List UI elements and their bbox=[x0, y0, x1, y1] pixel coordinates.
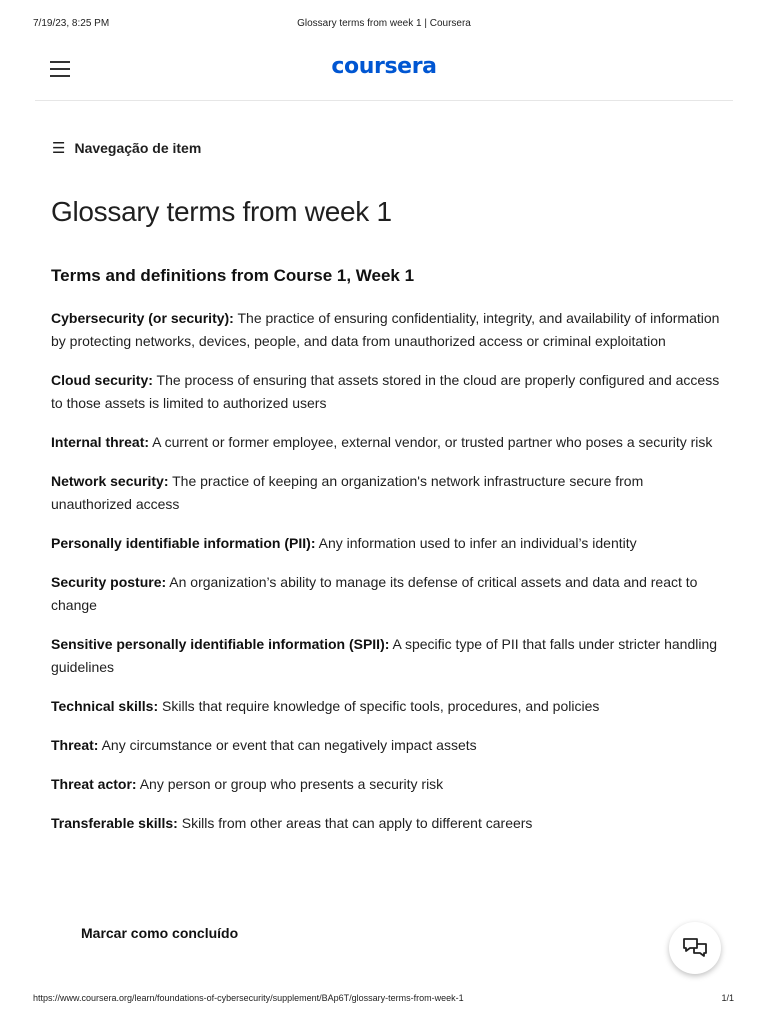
print-date: 7/19/23, 8:25 PM bbox=[33, 18, 110, 29]
term-definition: A current or former employee, external vendor, or trusted partner who poses a security risk bbox=[152, 434, 713, 450]
section-heading: Terms and definitions from Course 1, Week 1 bbox=[51, 266, 415, 285]
glossary-entry bbox=[51, 369, 721, 415]
term-definition: The practice of keeping an organization's network infrastructure secure from unauthorized access bbox=[51, 473, 644, 512]
term-name: Sensitive personally identifiable information (SPII): bbox=[51, 636, 390, 652]
list-icon: ☰ bbox=[52, 139, 66, 157]
term-name: Threat: bbox=[51, 737, 99, 753]
page-title: Glossary terms from week 1 bbox=[51, 196, 392, 227]
glossary-entry bbox=[51, 695, 721, 718]
term-name: Cybersecurity (or security): bbox=[51, 310, 234, 326]
chat-bubbles-icon bbox=[681, 934, 709, 962]
glossary-list bbox=[51, 307, 721, 851]
term-name: Personally identifiable information (PII): bbox=[51, 535, 316, 551]
glossary-entry bbox=[51, 532, 721, 555]
glossary-entry bbox=[51, 431, 721, 454]
print-footer bbox=[0, 992, 768, 1006]
term-definition: Any person or group who presents a security risk bbox=[139, 776, 444, 792]
term-definition: Skills from other areas that can apply to different careers bbox=[181, 815, 533, 831]
term-name: Cloud security: bbox=[51, 372, 153, 388]
term-name: Security posture: bbox=[51, 574, 167, 590]
glossary-entry bbox=[51, 307, 721, 353]
term-name: Threat actor: bbox=[51, 776, 137, 792]
glossary-entry bbox=[51, 470, 721, 516]
top-navigation-bar bbox=[35, 46, 733, 101]
term-definition: Any circumstance or event that can negatively impact assets bbox=[101, 737, 477, 753]
print-url: https://www.coursera.org/learn/foundations-of-cybersecurity/supplement/BAp6T/glossary-terms-from-week-1 bbox=[33, 993, 464, 1003]
term-definition: The process of ensuring that assets stored in the cloud are properly configured and access to those assets is limited to authorized users bbox=[51, 372, 720, 411]
glossary-entry bbox=[51, 571, 721, 617]
term-name: Transferable skills: bbox=[51, 815, 178, 831]
print-page-number: 1/1 bbox=[721, 993, 734, 1003]
item-navigation-label: Navegação de item bbox=[74, 140, 202, 156]
term-name: Internal threat: bbox=[51, 434, 150, 450]
term-definition: An organization’s ability to manage its defense of critical assets and data and react to change bbox=[51, 574, 698, 613]
coursera-logo[interactable]: coursera bbox=[331, 54, 437, 79]
glossary-entry bbox=[51, 773, 721, 796]
chat-button[interactable] bbox=[669, 922, 721, 974]
glossary-entry bbox=[51, 633, 721, 679]
mark-complete-button[interactable]: Marcar como concluído bbox=[81, 925, 239, 941]
term-definition: A specific type of PII that falls under stricter handling guidelines bbox=[51, 636, 718, 675]
term-name: Technical skills: bbox=[51, 698, 159, 714]
print-header bbox=[0, 14, 768, 34]
term-definition: Any information used to infer an individual’s identity bbox=[318, 535, 637, 551]
item-navigation-toggle[interactable] bbox=[52, 137, 201, 159]
term-name: Network security: bbox=[51, 473, 169, 489]
glossary-entry bbox=[51, 734, 721, 757]
term-definition: Skills that require knowledge of specific tools, procedures, and policies bbox=[162, 698, 600, 714]
glossary-entry bbox=[51, 812, 721, 835]
term-definition: The practice of ensuring confidentiality, integrity, and availability of information by protecting networks, devices, people, and data from unauthorized access or criminal exploitation bbox=[51, 310, 720, 349]
print-page-title: Glossary terms from week 1 | Coursera bbox=[297, 18, 471, 29]
